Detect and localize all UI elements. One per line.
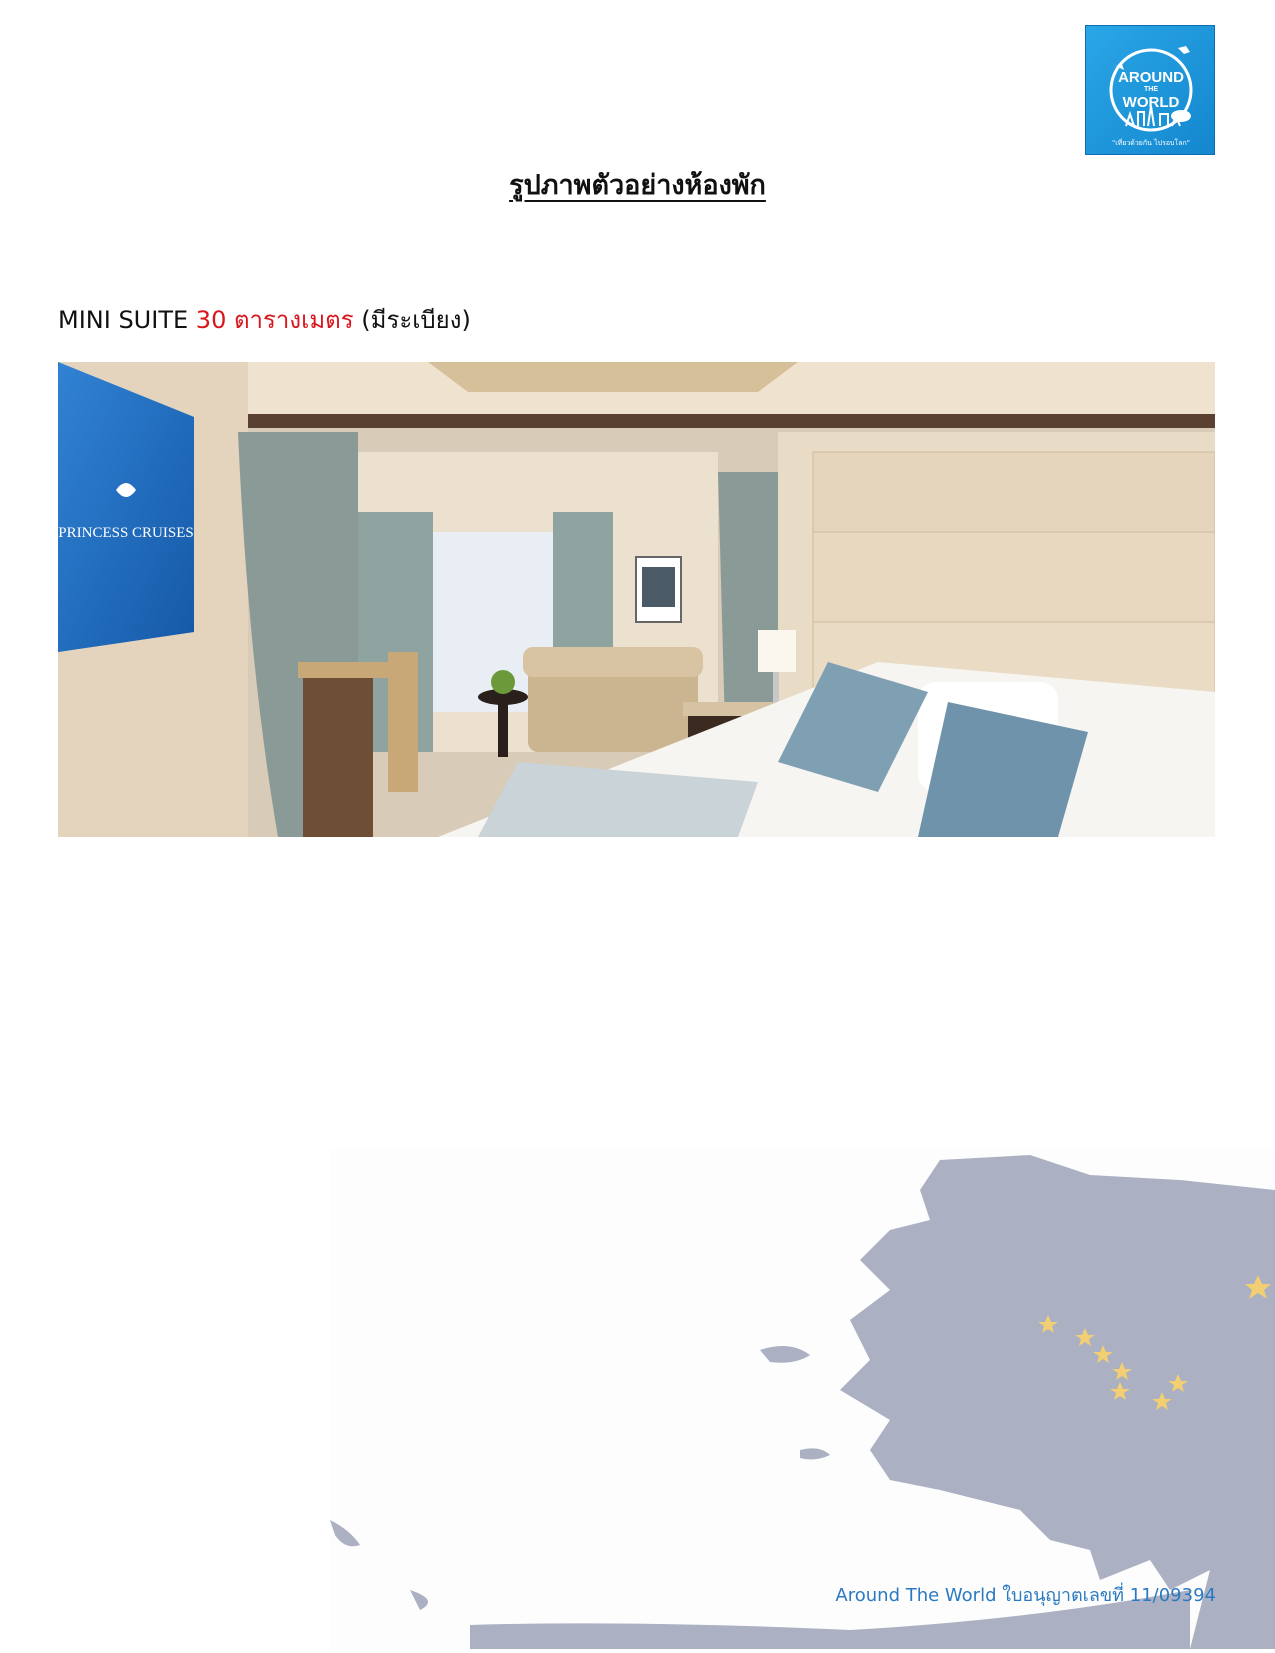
cabin-illustration <box>58 362 1215 837</box>
room-balcony-note: (มีระเบียง) <box>361 306 471 334</box>
logo-text-the: THE <box>1144 86 1158 93</box>
logo-tagline: "เที่ยวด้วยกัน ไปรอบโลก" <box>1112 139 1190 147</box>
room-size: 30 ตารางเมตร <box>195 306 354 334</box>
alaska-map <box>330 1150 1275 1649</box>
logo-text-world: WORLD <box>1122 94 1180 111</box>
room-photo <box>58 362 1215 837</box>
page-title: รูปภาพตัวอย่างห้องพัก <box>509 170 766 201</box>
room-heading <box>58 300 471 339</box>
logo-text-around: AROUND <box>1118 69 1184 86</box>
company-logo <box>1085 25 1215 155</box>
footer-license: Around The World ใบอนุญาตเลขที่ 11/09394 <box>835 1585 1216 1606</box>
tv-brand-text: PRINCESS CRUISES <box>58 525 194 541</box>
room-name: MINI SUITE <box>58 306 189 334</box>
alaska-silhouette <box>330 1150 1275 1649</box>
